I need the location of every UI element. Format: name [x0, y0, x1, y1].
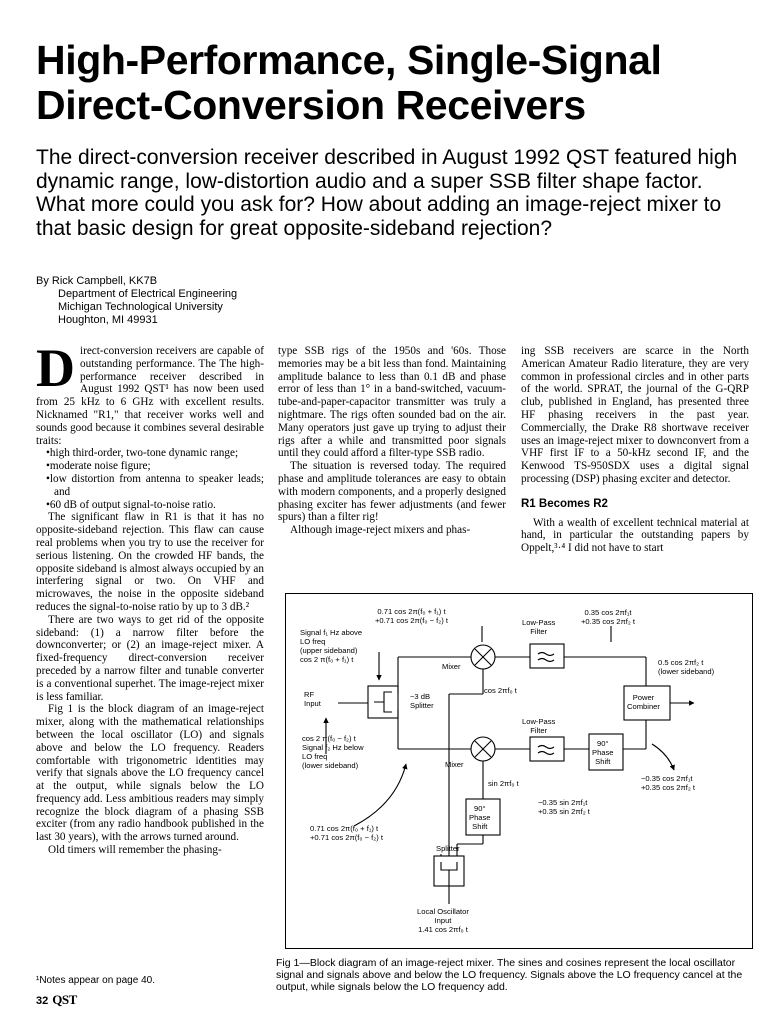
traits-list [36, 447, 264, 511]
affiliation-dept: Department of Electrical Engineering [58, 288, 238, 300]
section-heading: R1 Becomes R2 [521, 497, 608, 510]
splitter-3db-label: −3 dB Splitter [410, 692, 434, 710]
drop-cap: D [36, 338, 75, 398]
top-equation: 0.71 cos 2π(f₀ + f₁) t +0.71 cos 2π(f₀ − f₂) t [375, 607, 448, 625]
article-title: High-Performance, Single-Signal Direct-Conversion Receivers [36, 37, 662, 128]
list-item: • moderate noise figure; [46, 460, 264, 473]
mixer-bottom-label: Mixer [445, 760, 464, 769]
affiliation-address: Houghton, MI 49931 [58, 314, 158, 326]
bottom-left-equation: 0.71 cos 2π(f₀ + f₁) t +0.71 cos 2π(f₀ − f₂) t [310, 824, 383, 842]
article-deck: The direct-conversion receiver described in August 1992 QST featured high dynamic range, low-distortion audio and a super SSB filter shape factor. What more could you ask for? How about adding an image-reject mixer to that basic design for great opposite-sideband rejection? [36, 146, 738, 240]
mixer-top-label: Mixer [442, 662, 461, 671]
affiliation-university: Michigan Technological University [58, 301, 223, 313]
paragraph: Old timers will remember the phasing- [48, 844, 222, 857]
lpf-top-label: Low-Pass Filter [522, 618, 556, 636]
output-equation: 0.5 cos 2πf₂ t (lower sideband) [658, 658, 715, 676]
lo-splitter-label: Splitter [436, 844, 460, 853]
cos-lo-label: cos 2πf₀ t [484, 686, 517, 695]
paragraph: Fig 1 is the block diagram of an image-reject mixer, along with the mathematical relationships between the local oscillator (LO) and signals above and below the LO frequency. Readers comfortable with trigonometric identities may verify that signals above the LO frequency cancel at the output, while signals below the LO frequency add. Less ambitious readers may simply recognize the block diagram of a phasing SSB exciter (from any radio handbook published in the last 30 years), with the arrows turned around. [36, 703, 264, 844]
paragraph: type SSB rigs of the 1950s and '60s. Those memories may be a bit less than fond. Maintaining amplitude balance to less than 0.1 dB and phase error of less than 1° in a band-switched, vacuum-tube-and-paper-capacitor transmitter was truly a nightmare. The rigs often sounded bad on the air. Many operators just gave up trying to adjust their rigs after a while and transmitted poor signals until they could afford a filter-type SSB radio. [278, 345, 506, 460]
list-item: • high third-order, two-tone dynamic range; [46, 447, 264, 460]
list-item: • low distortion from antenna to speaker leads; and [46, 473, 264, 499]
paragraph: The situation is reversed today. The required phase and amplitude tolerances are easy to obtain with modern components, and a properly designed phasing exciter has fewer adjustments (and fewer spurs) than a filter rig! [278, 460, 506, 524]
lo-input-label: Local Oscillator Input 1.41 cos 2πf₀ t [417, 907, 469, 934]
author: By Rick Campbell, KK7B [36, 275, 158, 287]
paragraph: Although image-reject mixers and phas- [290, 524, 471, 537]
rf-input-label: RF Input [304, 690, 321, 708]
sin-equation: −0.35 sin 2πf₁t +0.35 sin 2πf₂ t [538, 798, 590, 816]
right-equation: −0.35 cos 2πf₁t +0.35 cos 2πf₂ t [641, 774, 695, 792]
power-combiner-label: Power Combiner [627, 693, 660, 711]
block-diagram-figure [285, 593, 753, 949]
lpf-bottom-label: Low-Pass Filter [522, 717, 556, 735]
paragraph: ing SSB receivers are scarce in the North American Amateur Radio literature, they are very common in professional circles and in other parts of the world. SPRAT, the journal of the G-QRP club, published in England, has presented three HF phasing receivers in the past year. Commercially, the Drake R8 shortwave receiver uses an image-reject mixer to downconvert from a VHF first IF to a 50-kHz second IF, and the Kenwood TS-950SDX uses a digital signal processing (DSP) phasing exciter and detector. [521, 345, 749, 485]
list-item: • 60 dB of output signal-to-noise ratio. [46, 499, 264, 512]
paragraph: There are two ways to get rid of the opposite sideband: (1) a narrow filter before the downconverter; or (2) an image-reject mixer. A fixed-frequency direct-conversion receiver preceded by a narrow filter and tunable converter is a conventional superhet. The image-reject mixer is less familiar. [36, 613, 264, 703]
top-right-equation: 0.35 cos 2πf₁t +0.35 cos 2πf₂ t [581, 608, 635, 626]
lpf-bottom-box [530, 737, 564, 761]
column-2 [278, 345, 506, 537]
paragraph: The significant flaw in R1 is that it has no opposite-sideband rejection. This flaw can cause real problems when you try to use the receiver for serious listening. On the crowded HF bands, the opposite sideband is almost always occupied by an interfering signal or two. On VHF and microwaves, the noise in the opposite sideband reduces the signal-to-noise ratio by up to 3 dB.² [36, 511, 264, 613]
page-footer [36, 992, 77, 1008]
paragraph-text: irect-conversion receivers are capable of outstanding performance. The The high-performance receiver described in August 1992 QST¹ has now been used from 25 kHz to 6 GHz with excellent results. Nicknamed "R1," that receiver works well and sounds good because it combines several desirable traits: [36, 345, 264, 447]
phase-shift-right-label: 90° Phase Shift [592, 739, 614, 766]
signal-below-label: cos 2 π(f₀ − f₂) t Signal f₂ Hz below LO freq (lower sideband) [302, 734, 364, 770]
figure-caption: Fig 1—Block diagram of an image-reject mixer. The sines and cosines represent the local oscillator signal and signals above and below the LO frequency. Signals above the LO frequency cancel at the output, while signals below the LO frequency add. [276, 957, 743, 993]
paragraph [36, 338, 264, 447]
page-number: 32 [36, 995, 49, 1007]
lpf-top-box [530, 644, 564, 668]
sin-lo-label: sin 2πf₀ t [488, 779, 519, 788]
footnote: ¹Notes appear on page 40. [36, 975, 155, 986]
magazine-logo: QST [52, 992, 77, 1007]
column-3 [521, 345, 749, 555]
byline [36, 275, 237, 327]
paragraph: With a wealth of excellent technical material at hand, in particular the outstanding papers by Oppelt,³·⁴ I did not have to start [521, 516, 749, 555]
signal-above-label: Signal f₁ Hz above LO freq (upper sideband) cos 2 π(f₀ + f₁) t [300, 628, 363, 664]
column-1 [36, 338, 264, 857]
phase-shift-lo-label: 90° Phase Shift [469, 804, 491, 831]
